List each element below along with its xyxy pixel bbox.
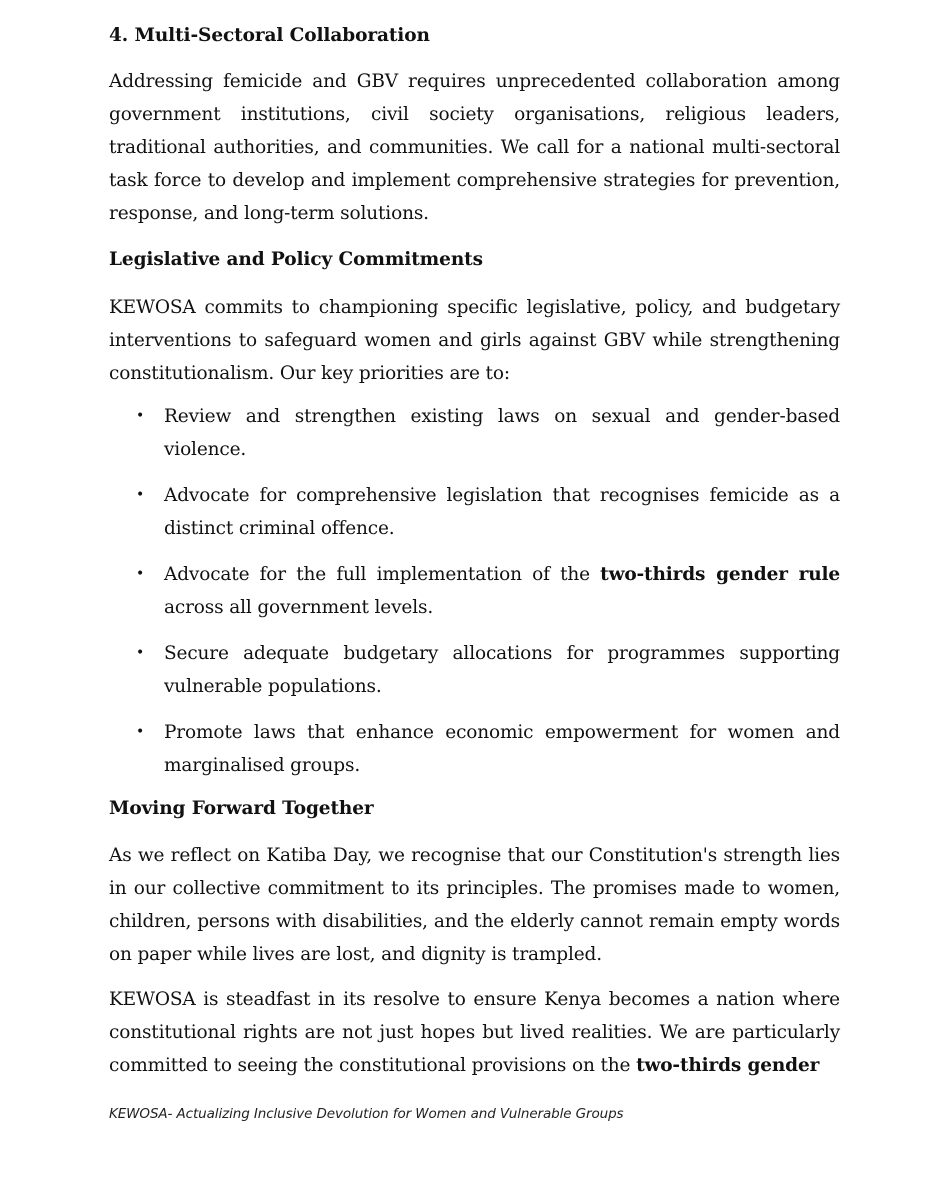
list-item xyxy=(109,400,840,466)
document-page xyxy=(109,22,840,1082)
list-item xyxy=(109,716,840,782)
paragraph-text: KEWOSA is steadfast in its resolve to ensure Kenya becomes a nation where constitutional rights are not just hopes but lived realities. We are particularly committed to seeing the constitutional provisions on the xyxy=(109,989,840,1076)
paragraph-moving-forward-1: As we reflect on Katiba Day, we recognise that our Constitution's strength lies in our collective commitment to its principles. The promises made to women, children, persons with disabilities, and the elderly cannot remain empty words on paper while lives are lost, and dignity is trampled. xyxy=(109,845,840,965)
bullet-icon: • xyxy=(136,566,145,582)
bullet-icon: • xyxy=(136,487,145,503)
list-item-text-after: across all government levels. xyxy=(164,597,434,618)
list-item-text: Review and strengthen existing laws on sexual and gender-based violence. xyxy=(164,406,840,460)
section-heading-legislative: Legislative and Policy Commitments xyxy=(109,249,483,270)
list-item xyxy=(109,637,840,703)
list-item xyxy=(109,479,840,545)
section-heading-moving-forward: Moving Forward Together xyxy=(109,798,374,819)
list-item-text: Secure adequate budgetary allocations for programmes supporting vulnerable populations. xyxy=(164,643,840,697)
bullet-icon: • xyxy=(136,724,145,740)
bullet-icon: • xyxy=(136,408,145,424)
bullet-icon: • xyxy=(136,645,145,661)
paragraph-bold-text: two-thirds gender xyxy=(636,1055,820,1076)
list-item-text: Advocate for comprehensive legislation that recognises femicide as a distinct criminal offence. xyxy=(164,485,840,539)
page-footer: KEWOSA- Actualizing Inclusive Devolution for Women and Vulnerable Groups xyxy=(109,1106,624,1122)
paragraph-legislative: KEWOSA commits to championing specific legislative, policy, and budgetary interventions to safeguard women and girls against GBV while strengthening constitutionalism. Our key priorities are to: xyxy=(109,297,840,384)
list-item-text-before: Advocate for the full implementation of the xyxy=(164,564,601,585)
list-item-bold-text: two-thirds gender rule xyxy=(600,564,840,585)
list-item-text: Promote laws that enhance economic empowerment for women and marginalised groups. xyxy=(164,722,840,776)
paragraph-multi-sectoral: Addressing femicide and GBV requires unprecedented collaboration among government institutions, civil society organisations, religious leaders, traditional authorities, and communities. We call for a national multi-sectoral task force to develop and implement comprehensive strategies for prevention, response, and long-term solutions. xyxy=(109,71,840,224)
list-item xyxy=(109,558,840,624)
section-heading-multi-sectoral: 4. Multi-Sectoral Collaboration xyxy=(109,25,430,46)
paragraph-moving-forward-2 xyxy=(109,983,840,1082)
priorities-list xyxy=(109,400,840,782)
